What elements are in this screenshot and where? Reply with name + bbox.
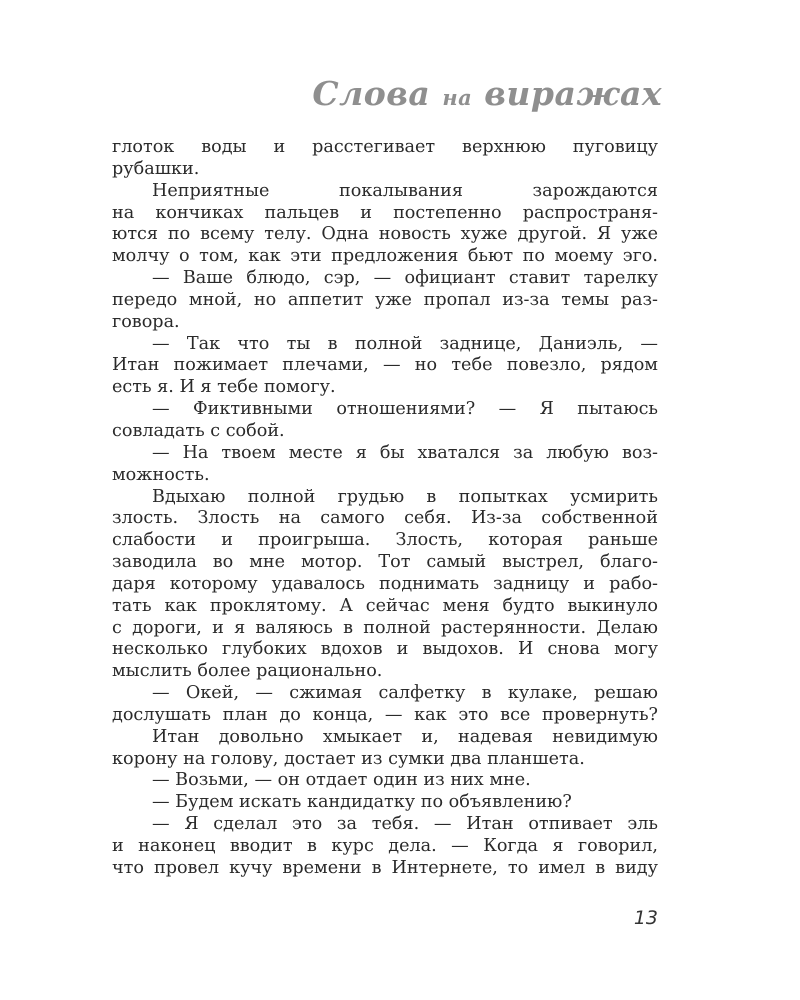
text-line: глоток воды и расстегивает верхнюю пуговицу [112,137,658,157]
text-line: и наконец вводит в курс дела. — Когда я говорил, [112,836,658,856]
text-line: дослушать план до конца, — как это все провернуть? [112,704,658,725]
text-line: — Ваше блюдо, сэр, — официант ставит тарелку [152,268,658,289]
text-line: Итан пожимает плечами, — но тебе повезло, рядом [112,355,658,376]
running-head-word-3: виражах [484,74,662,113]
text-line: есть я. И я тебе помогу. [112,377,336,398]
text-line: с дороги, и я валяюсь в полной растерянности. Делаю [112,617,658,638]
text-line: злость. Злость на самого себя. Из-за собственной [112,508,658,529]
text-line: рубашки. [112,158,200,179]
text-line: Неприятные покалывания зарождаются [152,180,658,201]
text-line: даря которому удавалось поднимать задницу и рабо- [112,573,658,594]
running-head [312,74,662,113]
text-line: передо мной, но аппетит уже пропал из-за темы раз- [112,289,658,310]
text-line: — Так что ты в полной заднице, Даниэль, — [152,333,658,354]
text-line: заводила во мне мотор. Тот самый выстрел, благо- [112,552,658,573]
text-line: корону на голову, достает из сумки два планшета. [112,748,585,769]
text-line: совладать с собой. [112,420,285,441]
text-line: можность. [112,464,210,485]
page-number: 13 [633,907,658,929]
text-line: — Я сделал это за тебя. — Итан отпивает эль [152,814,658,835]
text-line: — Окей, — сжимая салфетку в кулаке, решаю [152,683,658,704]
text-line: — На твоем месте я бы хватался за любую воз- [152,442,658,463]
text-line: на кончиках пальцев и постепенно распространя- [112,202,658,223]
text-line: ются по всему телу. Одна новость хуже другой. Я уже [112,224,658,245]
text-line: мыслить более рационально. [112,661,383,682]
text-line: Итан довольно хмыкает и, надевая невидимую [152,726,658,747]
text-line: тать как проклятому. А сейчас меня будто выкинуло [112,595,658,616]
text-line: — Возьми, — он отдает один из них мне. [152,770,531,791]
running-head-word-2: на [442,85,473,110]
running-head-word-1: Слова [312,74,431,113]
text-line: Вдыхаю полной грудью в попытках усмирить [152,486,658,507]
text-line: говора. [112,311,180,332]
body-text [112,137,658,880]
text-line: — Фиктивными отношениями? — Я пытаюсь [152,399,658,420]
text-line: что провел кучу времени в Интернете, то имел в виду [112,857,658,878]
text-line: несколько глубоких вдохов и выдохов. И снова могу [112,639,658,660]
text-line: слабости и проигрыша. Злость, которая раньше [112,530,658,551]
text-line: молчу о том, как эти предложения бьют по моему эго. [112,246,658,267]
text-line: — Будем искать кандидатку по объявлению? [152,792,572,813]
